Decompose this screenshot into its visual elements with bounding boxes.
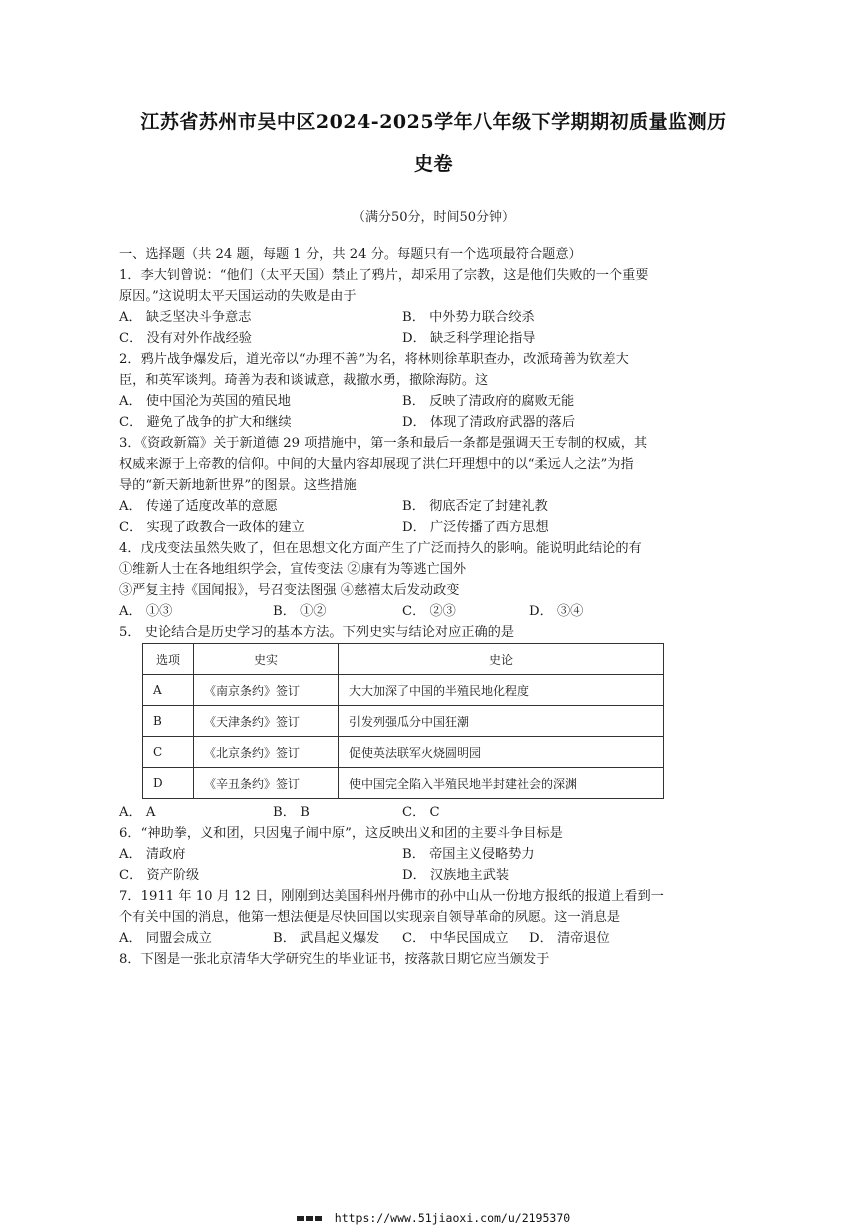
q4-stem-line3: ③严复主持《国闻报》，号召变法图强 ④慈禧太后发动政变 — [119, 583, 460, 598]
q1-stem-line1: 1．李大钊曾说：“他们（太平天国）禁止了鸦片，却采用了宗教，这是他们失败的一个重要 — [119, 268, 649, 283]
q6-options-row2 — [119, 866, 759, 886]
q7-option-d: D． 清帝退位 — [529, 931, 610, 946]
q7-option-a: A． 同盟会成立 — [119, 931, 212, 946]
q5-stem: 5． 史论结合是历史学习的基本方法。下列史实与结论对应正确的是 — [119, 625, 515, 640]
q3-option-a: A． 传递了适度改革的意愿 — [119, 499, 278, 514]
q7-options-row — [119, 929, 759, 949]
q6-option-a: A． 清政府 — [119, 847, 186, 862]
q1-option-c: C． 没有对外作战经验 — [119, 331, 252, 346]
q5-options-row — [119, 803, 759, 823]
q3-options-row1 — [119, 497, 759, 517]
q6-stem: 6．“神助拳，义和团，只因鬼子闹中原”，这反映出义和团的主要斗争目标是 — [119, 826, 563, 841]
q5-table — [142, 643, 664, 799]
q1-option-a: A． 缺乏坚决斗争意志 — [119, 310, 252, 325]
table-cell: 引发列强瓜分中国狂潮 — [339, 706, 664, 737]
q4-option-a: A． ①③ — [119, 604, 173, 619]
table-header-row — [143, 644, 664, 675]
q6-option-c: C． 资产阶级 — [119, 868, 200, 883]
q2-options-row1 — [119, 392, 759, 412]
q4-options-row — [119, 602, 759, 622]
q1-options-row2 — [119, 329, 759, 349]
table-cell: 《南京条约》签订 — [194, 675, 339, 706]
table-cell: 大大加深了中国的半殖民地化程度 — [339, 675, 664, 706]
table-row — [143, 706, 664, 737]
table-row — [143, 768, 664, 799]
q1-options-row1 — [119, 308, 759, 328]
q7-stem-line1: 7．1911 年 10 月 12 日，刚刚到达美国科州丹佛市的孙中山从一份地方报纸的报道上看到一 — [119, 889, 664, 904]
q6-option-b: B． 帝国主义侵略势力 — [402, 847, 535, 862]
q7-option-b: B． 武昌起义爆发 — [273, 931, 380, 946]
q4-option-d: D． ③④ — [529, 604, 584, 619]
table-cell: 使中国完全陷入半殖民地半封建社会的深渊 — [339, 768, 664, 799]
q2-stem-line1: 2．鸦片战争爆发后，道光帝以“办理不善”为名，将林则徐革职查办，改派琦善为钦差大 — [119, 352, 629, 367]
q3-stem-line3: 导的“新天新地新世界”的图景。这些措施 — [119, 478, 357, 493]
footer-url-link[interactable]: https://www.51jiaoxi.com/u/2195370 — [334, 1211, 571, 1225]
q2-option-d: D． 体现了清政府武器的落后 — [402, 415, 576, 430]
table-row — [143, 737, 664, 768]
exam-title-line1: 江苏省苏州市吴中区2024-2025学年八年级下学期期初质量监测历 — [140, 111, 727, 133]
q5-option-b: B． B — [273, 805, 310, 820]
footer-watermark — [0, 1211, 867, 1225]
table-header-cell: 史实 — [194, 644, 339, 675]
section-heading: 一、选择题（共 24 题，每题 1 分，共 24 分。每题只有一个选项最符合题意） — [119, 247, 582, 262]
q3-stem-line2: 权威来源于上帝教的信仰。中间的大量内容却展现了洪仁玕理想中的以“柔远人之法”为指 — [119, 457, 634, 472]
table-header-cell: 史论 — [339, 644, 664, 675]
q4-stem-line2: ①维新人士在各地组织学会，宣传变法 ②康有为等逃亡国外 — [119, 562, 467, 577]
q7-option-c: C． 中华民国成立 — [402, 931, 509, 946]
q3-option-c: C． 实现了政教合一政体的建立 — [119, 520, 305, 535]
table-cell: D — [143, 768, 194, 799]
q3-options-row2 — [119, 518, 759, 538]
q3-option-b: B． 彻底否定了封建礼教 — [402, 499, 548, 514]
q2-option-c: C． 避免了战争的扩大和继续 — [119, 415, 292, 430]
q2-option-a: A． 使中国沦为英国的殖民地 — [119, 394, 291, 409]
q2-stem-line2: 臣，和英军谈判。琦善为表和谈诚意，裁撤水勇，撤除海防。这 — [119, 373, 489, 388]
q1-option-d: D． 缺乏科学理论指导 — [402, 331, 536, 346]
q8-stem: 8．下图是一张北京清华大学研究生的毕业证书，按落款日期它应当颁发于 — [119, 952, 550, 967]
q4-stem-line1: 4．戊戌变法虽然失败了，但在思想文化方面产生了广泛而持久的影响。能说明此结论的有 — [119, 541, 642, 556]
table-header-cell: 选项 — [143, 644, 194, 675]
q2-option-b: B． 反映了清政府的腐败无能 — [402, 394, 575, 409]
exam-title-line2: 史卷 — [413, 153, 453, 175]
q3-option-d: D． 广泛传播了西方思想 — [402, 520, 549, 535]
q1-stem-line2: 原因。”这说明太平天国运动的失败是由于 — [119, 289, 357, 304]
q6-option-d: D． 汉族地主武装 — [402, 868, 510, 883]
q4-option-b: B． ①② — [273, 604, 327, 619]
q3-stem-line1: 3．《资政新篇》关于新道德 29 项措施中，第一条和最后一条都是强调天王专制的权威，其 — [119, 436, 648, 451]
table-cell: 《北京条约》签订 — [194, 737, 339, 768]
table-row — [143, 675, 664, 706]
q2-options-row2 — [119, 413, 759, 433]
q4-option-c: C． ②③ — [402, 604, 456, 619]
q5-option-a: A． A — [119, 805, 156, 820]
logo-glyph-icon — [297, 1214, 323, 1222]
table-cell: A — [143, 675, 194, 706]
q5-option-c: C． C — [402, 805, 440, 820]
table-cell: 《天津条约》签订 — [194, 706, 339, 737]
table-cell: 《辛丑条约》签订 — [194, 768, 339, 799]
q6-options-row1 — [119, 845, 759, 865]
q7-stem-line2: 个有关中国的消息，他第一想法便是尽快回国以实现亲自领导革命的夙愿。这一消息是 — [119, 910, 621, 925]
exam-subtitle: （满分50分，时间50分钟） — [351, 210, 516, 225]
table-cell: 促使英法联军火烧圆明园 — [339, 737, 664, 768]
logo-mark-icon — [297, 1211, 329, 1225]
q1-option-b: B． 中外势力联合绞杀 — [402, 310, 535, 325]
table-cell: C — [143, 737, 194, 768]
table-cell: B — [143, 706, 194, 737]
